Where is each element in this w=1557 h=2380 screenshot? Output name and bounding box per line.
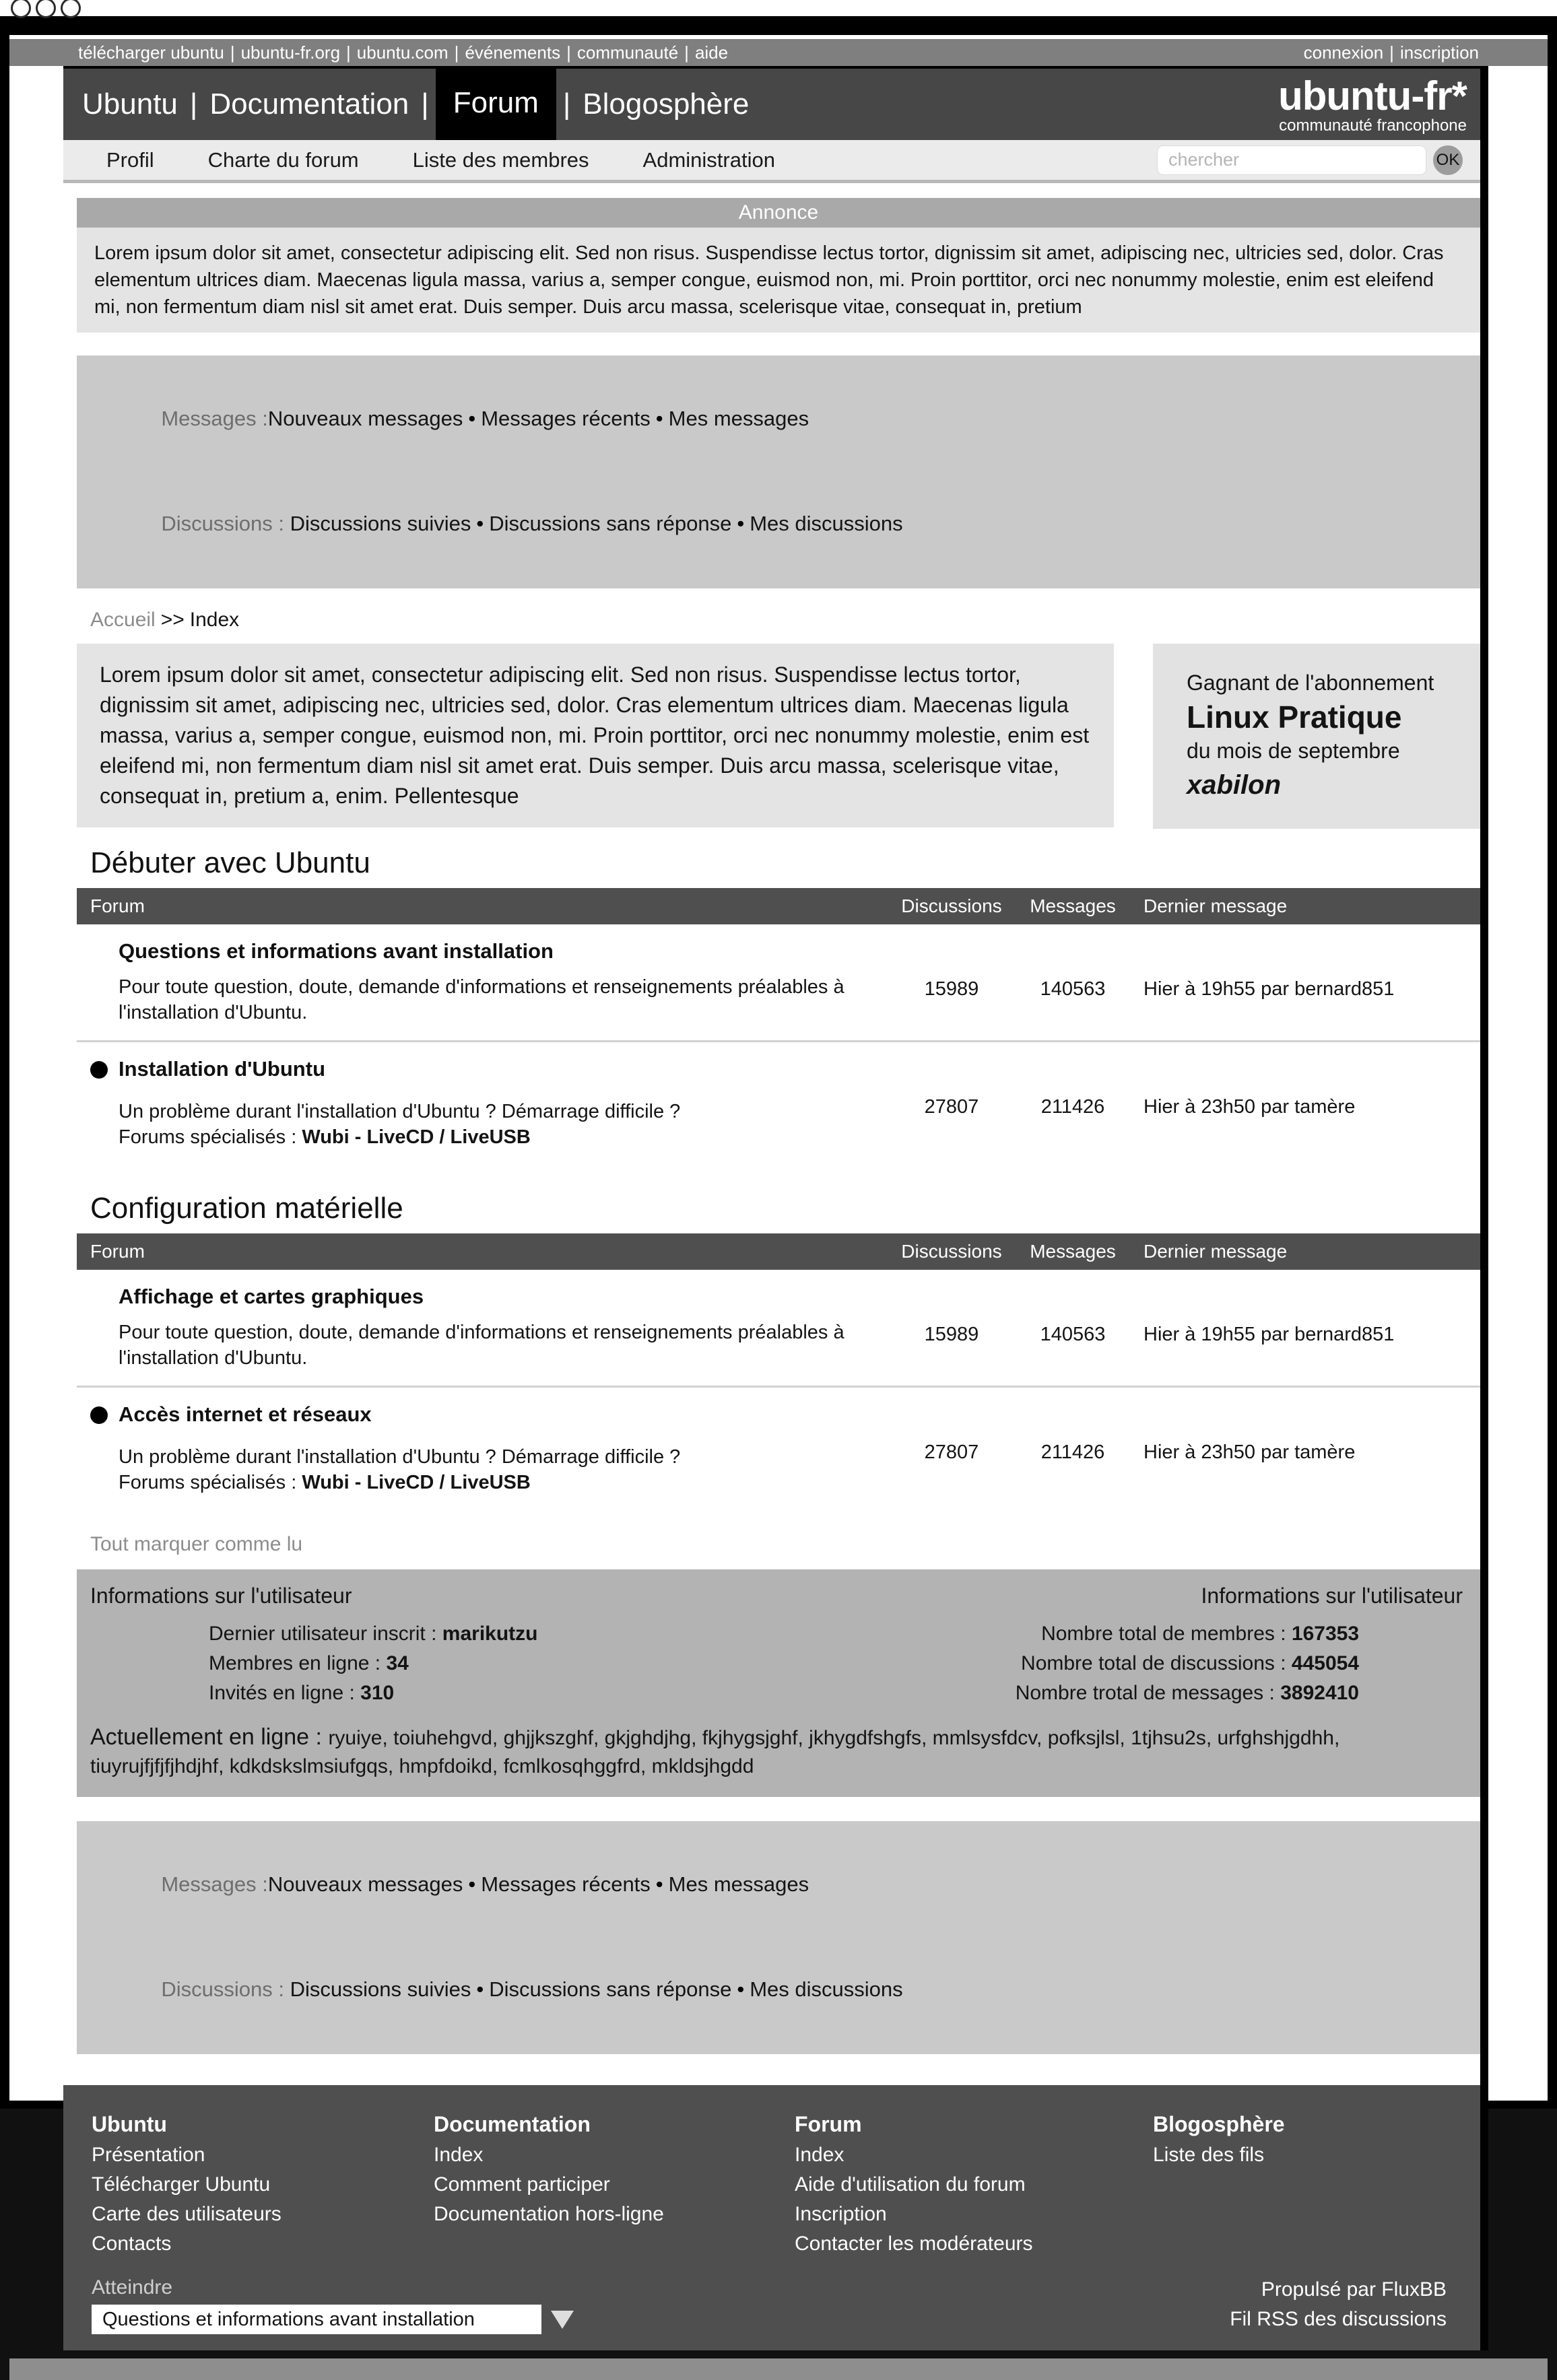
forum-description: Pour toute question, doute, demande d'informations et renseignements préalables à l'installation d'Ubuntu. (119, 1322, 844, 1369)
table-row (77, 1270, 1480, 1386)
table-header (77, 888, 1480, 924)
forum-link[interactable]: Affichage et cartes graphiques (119, 1285, 424, 1308)
separator: • (468, 407, 476, 430)
unread-bullet-icon (90, 1061, 108, 1079)
discussions-count: 15989 (924, 978, 979, 1000)
user-info-grid (90, 1584, 1480, 1708)
announce-panel (77, 198, 1480, 333)
separator: | (684, 42, 689, 63)
separator: | (562, 88, 571, 121)
discussions-label: Discussions : (161, 512, 284, 535)
last-registered-user (209, 1619, 537, 1649)
column-forum: Forum (90, 1241, 145, 1262)
messages-count: 211426 (1040, 1441, 1105, 1463)
last-message-link[interactable]: Hier à 23h50 par tamère (1144, 1441, 1356, 1463)
separator: • (476, 1977, 484, 2001)
members-online (209, 1649, 537, 1678)
stat-value: 3892410 (1280, 1682, 1359, 1704)
messages-count: 211426 (1040, 1096, 1105, 1118)
forum-link[interactable]: Installation d'Ubuntu (119, 1057, 326, 1081)
goto-area (92, 2276, 574, 2334)
stat-value: 34 (386, 1652, 409, 1674)
footer-col-forum (795, 2108, 1153, 2259)
footer-link[interactable]: Carte des utilisateurs (92, 2203, 281, 2225)
forum-cell (90, 1402, 888, 1495)
stat-label: Nombre total de membres : (1041, 1623, 1292, 1645)
guests-online (209, 1678, 537, 1708)
footer-credits (1230, 2275, 1447, 2334)
link-connexion[interactable]: connexion (1303, 42, 1384, 63)
column-messages: Messages (1030, 895, 1116, 916)
column-forum: Forum (90, 895, 145, 916)
messages-label: Messages : (161, 1872, 268, 1896)
footer-link[interactable]: Contacter les modérateurs (795, 2233, 1033, 2255)
link-ubuntu-com[interactable]: ubuntu.com (356, 42, 449, 63)
quicklinks-panel (77, 355, 1480, 588)
footer-link[interactable]: Documentation hors-ligne (434, 2203, 664, 2225)
footer-col-title: Blogosphère (1153, 2112, 1285, 2136)
window-status-bar (9, 2358, 1548, 2380)
footer-col-title: Forum (795, 2112, 862, 2136)
goto-control (92, 2305, 574, 2334)
messages-label: Messages : (161, 407, 268, 430)
link-discussions-sans-reponse[interactable]: Discussions sans réponse (489, 512, 732, 535)
stat-label: Nombre total de discussions : (1021, 1652, 1292, 1674)
link-nouveaux-messages[interactable]: Nouveaux messages (267, 1872, 463, 1896)
total-members (1016, 1619, 1359, 1649)
link-mes-messages[interactable]: Mes messages (668, 407, 809, 430)
discussions-quicklinks (92, 1937, 1480, 2042)
table-row (77, 1386, 1480, 1510)
total-messages (1016, 1678, 1359, 1708)
announce-title: Annonce (77, 198, 1480, 228)
ubuntu-fr-logo (1278, 75, 1467, 134)
footer-link[interactable]: Présentation (92, 2144, 205, 2166)
site-footer (63, 2085, 1480, 2350)
winner-heading: Gagnant de l'abonnement (1187, 671, 1434, 695)
stat-value[interactable]: marikutzu (442, 1623, 538, 1645)
forum-description (119, 1099, 846, 1150)
separator: • (476, 512, 484, 535)
footer-col-title: Ubuntu (92, 2112, 167, 2136)
footer-col-ubuntu (92, 2108, 434, 2259)
tab-administration[interactable]: Administration (642, 147, 775, 172)
winner-username[interactable]: xabilon (1187, 770, 1282, 800)
link-communaute[interactable]: communauté (576, 42, 679, 63)
separator: | (421, 88, 429, 121)
forum-description: Pour toute question, doute, demande d'informations et renseignements préalables à l'installation d'Ubuntu. (119, 976, 844, 1023)
top-links-left (78, 42, 728, 63)
discussions-quicklinks (92, 471, 1480, 576)
page-content (63, 198, 1480, 2054)
link-aide[interactable]: aide (694, 42, 729, 63)
user-info-title: Informations sur l'utilisateur (90, 1584, 352, 1608)
subscription-winner-box (1153, 644, 1480, 829)
messages-count: 140563 (1040, 1324, 1106, 1345)
column-discussions: Discussions (901, 1241, 1002, 1262)
site-nav (77, 69, 754, 140)
section-title: Configuration matérielle (90, 1192, 403, 1225)
footer-link[interactable]: Contacts (92, 2233, 172, 2255)
column-dernier-message: Dernier message (1144, 895, 1288, 916)
top-link-bar (9, 39, 1548, 66)
search-input[interactable] (1157, 145, 1426, 175)
winner-month: du mois de septembre (1187, 739, 1400, 763)
breadcrumb (90, 609, 1480, 632)
winner-magazine: Linux Pratique (1187, 700, 1402, 735)
discussions-count: 15989 (924, 1324, 979, 1345)
footer-link[interactable]: Télécharger Ubuntu (92, 2173, 271, 2196)
separator: | (1389, 42, 1394, 63)
link-evenements[interactable]: événements (465, 42, 561, 63)
tab-profil[interactable]: Profil (106, 147, 154, 172)
separator: | (189, 88, 198, 121)
site-header (63, 66, 1480, 140)
forum-subforums-line (119, 1124, 846, 1150)
stat-value: 310 (360, 1682, 395, 1704)
forum-cell (90, 1285, 888, 1371)
forum-menu-bar (63, 140, 1480, 183)
last-message-link[interactable]: Hier à 19h55 par bernard851 (1144, 978, 1395, 1000)
unread-bullet-icon (90, 1406, 108, 1424)
window-button-icon[interactable] (61, 0, 81, 18)
stat-label: Invités en ligne : (209, 1682, 361, 1704)
search-ok-button[interactable]: OK (1433, 145, 1463, 175)
nav-ubuntu[interactable]: Ubuntu (82, 88, 178, 121)
goto-label: Atteindre (92, 2276, 173, 2299)
forum-cell (90, 1057, 888, 1150)
powered-by-link[interactable]: Propulsé par FluxBB (1261, 2278, 1447, 2301)
link-inscription[interactable]: inscription (1399, 42, 1479, 63)
last-message-link[interactable]: Hier à 23h50 par tamère (1144, 1096, 1356, 1118)
quicklinks-panel-bottom (77, 1821, 1480, 2054)
user-info-panel (77, 1569, 1480, 1797)
footer-link[interactable]: Comment participer (434, 2173, 610, 2196)
logo-subtitle: communauté francophone (1279, 116, 1467, 135)
user-info-items (1016, 1619, 1480, 1708)
footer-col-documentation (434, 2108, 795, 2259)
stat-label: Dernier utilisateur inscrit : (209, 1623, 442, 1645)
forum-section-configuration (77, 1192, 1480, 1510)
footer-col-title: Documentation (434, 2112, 591, 2136)
forum-cell (90, 939, 888, 1025)
separator: | (454, 42, 459, 63)
table-header (77, 1233, 1480, 1270)
separator: • (655, 407, 663, 430)
footer-col-blogosphere (1153, 2108, 1447, 2259)
search-area (1157, 145, 1463, 175)
window-button-icon[interactable] (11, 0, 31, 18)
total-discussions (1016, 1649, 1359, 1678)
footer-link[interactable]: Inscription (795, 2203, 887, 2225)
separator: | (566, 42, 571, 63)
breadcrumb-separator: >> (160, 609, 185, 631)
discussions-count: 27807 (924, 1096, 979, 1118)
forum-description (119, 1444, 846, 1495)
user-info-items (209, 1619, 537, 1708)
messages-quicklinks (92, 1832, 1480, 1937)
table-row (77, 1040, 1480, 1165)
goto-forum-select[interactable]: Questions et informations avant installation (92, 2305, 541, 2334)
separator: • (737, 1977, 745, 2001)
footer-link[interactable]: Index (434, 2144, 484, 2166)
separator: • (468, 1872, 476, 1896)
forum-link[interactable]: Accès internet et réseaux (119, 1402, 372, 1426)
stat-value: 167353 (1291, 1623, 1359, 1645)
link-ubuntu-fr-org[interactable]: ubuntu-fr.org (240, 42, 341, 63)
content-card (63, 66, 1488, 2350)
forum-section-debuter (77, 846, 1480, 1165)
user-info-left (90, 1584, 537, 1708)
window-button-icon[interactable] (36, 0, 56, 18)
link-discussions-sans-reponse[interactable]: Discussions sans réponse (489, 1977, 732, 2001)
forum-description-line: Un problème durant l'installation d'Ubuntu ? Démarrage difficile ? (119, 1101, 681, 1122)
last-message-link[interactable]: Hier à 19h55 par bernard851 (1144, 1324, 1395, 1345)
footer-link[interactable]: Aide d'utilisation du forum (795, 2173, 1026, 2196)
online-user-links[interactable]: ryuiye, toiuhehgvd, ghjjkszghf, gkjghdjhg, fkjhygsjghf, jkhygdfshgfs, mmlsysfdcv, pofksjlsl, 1tjhsu2s, urfghshjgdhh, tiuyrujfjfjfjhdjhf, kdkdskslmsiufgqs, hmpfdoikd, fcmlkosqhggfrd, mkldsjhgdd (90, 1727, 1340, 1777)
top-links-right (1304, 42, 1479, 63)
subforums-label: Forums spécialisés : (119, 1472, 302, 1493)
link-messages-recents[interactable]: Messages récents (481, 1872, 651, 1896)
link-messages-recents[interactable]: Messages récents (481, 407, 651, 430)
separator: | (346, 42, 351, 63)
user-info-right (1016, 1584, 1480, 1708)
footer-link[interactable]: Liste des fils (1153, 2144, 1265, 2166)
nav-forum-active[interactable]: Forum (436, 66, 556, 140)
link-mes-discussions[interactable]: Mes discussions (750, 512, 903, 535)
intro-text: Lorem ipsum dolor sit amet, consectetur adipiscing elit. Sed non risus. Suspendisse lectus tortor, dignissim sit amet, adipiscing nec, ultricies sed, dolor. Cras elementum ultrices diam. Maecenas ligula massa, varius a, semper congue, euismod non, mi. Proin porttitor, orci nec nonummy molestie, enim est eleifend mi, non fermentum diam nisl sit amet erat. Duis semper. Duis arcu massa, scelerisque vitae, consequat in, pretium a, enim. Pellentesque (77, 644, 1114, 827)
discussions-count: 27807 (924, 1441, 979, 1463)
rss-feed-link[interactable]: Fil RSS des discussions (1230, 2308, 1447, 2330)
messages-quicklinks (92, 366, 1480, 471)
subforums-links[interactable]: Wubi - LiveCD / LiveUSB (302, 1126, 531, 1148)
table-row (77, 924, 1480, 1040)
announce-body: Lorem ipsum dolor sit amet, consectetur adipiscing elit. Sed non risus. Suspendisse lectus tortor, dignissim sit amet, adipiscing nec, ultricies sed, dolor. Cras elementum ultrices diam. Maecenas ligula massa, varius a, semper congue, euismod non, mi. Proin porttitor, orci nec nonummy molestie, enim est eleifend mi, non fermentum diam nisl sit amet erat. Duis semper. Duis arcu massa, scelerisque vitae, consequat in, pretium (77, 228, 1480, 333)
forum-link[interactable]: Questions et informations avant installation (119, 939, 554, 963)
section-title: Débuter avec Ubuntu (90, 846, 370, 879)
link-discussions-suivies[interactable]: Discussions suivies (290, 512, 471, 535)
forum-description-line: Un problème durant l'installation d'Ubuntu ? Démarrage difficile ? (119, 1446, 681, 1468)
subforums-links[interactable]: Wubi - LiveCD / LiveUSB (302, 1472, 531, 1493)
dropdown-arrow-icon (551, 2311, 574, 2329)
page-body (0, 35, 1557, 2330)
separator: • (737, 512, 745, 535)
window-titlebar (0, 0, 1557, 26)
nav-blogosphere[interactable]: Blogosphère (583, 88, 750, 121)
footer-bottom (92, 2275, 1447, 2334)
user-info-title: Informations sur l'utilisateur (1201, 1584, 1463, 1608)
link-nouveaux-messages[interactable]: Nouveaux messages (267, 407, 463, 430)
breadcrumb-accueil[interactable]: Accueil (90, 609, 156, 631)
link-mes-messages[interactable]: Mes messages (668, 1872, 809, 1896)
forum-subforums-line (119, 1470, 846, 1495)
link-discussions-suivies[interactable]: Discussions suivies (290, 1977, 471, 2001)
column-dernier-message: Dernier message (1144, 1241, 1288, 1262)
intro-section (77, 644, 1480, 829)
tab-charte-du-forum[interactable]: Charte du forum (207, 147, 359, 172)
footer-columns (92, 2108, 1447, 2259)
tab-liste-des-membres[interactable]: Liste des membres (412, 147, 589, 172)
column-messages: Messages (1030, 1241, 1116, 1262)
link-mes-discussions[interactable]: Mes discussions (750, 1977, 903, 2001)
stat-value: 445054 (1291, 1652, 1359, 1674)
footer-link[interactable]: Index (795, 2144, 844, 2166)
currently-online (90, 1723, 1480, 1781)
currently-online-label: Actuellement en ligne : (90, 1724, 329, 1750)
separator: • (655, 1872, 663, 1896)
subforums-label: Forums spécialisés : (119, 1126, 302, 1148)
link-telecharger-ubuntu[interactable]: télécharger ubuntu (78, 42, 224, 63)
nav-documentation[interactable]: Documentation (209, 88, 409, 121)
separator: | (230, 42, 235, 63)
logo-text: ubuntu-fr* (1278, 73, 1467, 118)
column-discussions: Discussions (901, 895, 1002, 916)
discussions-label: Discussions : (161, 1977, 284, 2001)
breadcrumb-current: Index (189, 609, 240, 631)
messages-count: 140563 (1040, 978, 1106, 1000)
stat-label: Membres en ligne : (209, 1652, 387, 1674)
mark-all-read-link[interactable]: Tout marquer comme lu (90, 1533, 303, 1555)
stat-label: Nombre trotal de messages : (1015, 1682, 1281, 1704)
